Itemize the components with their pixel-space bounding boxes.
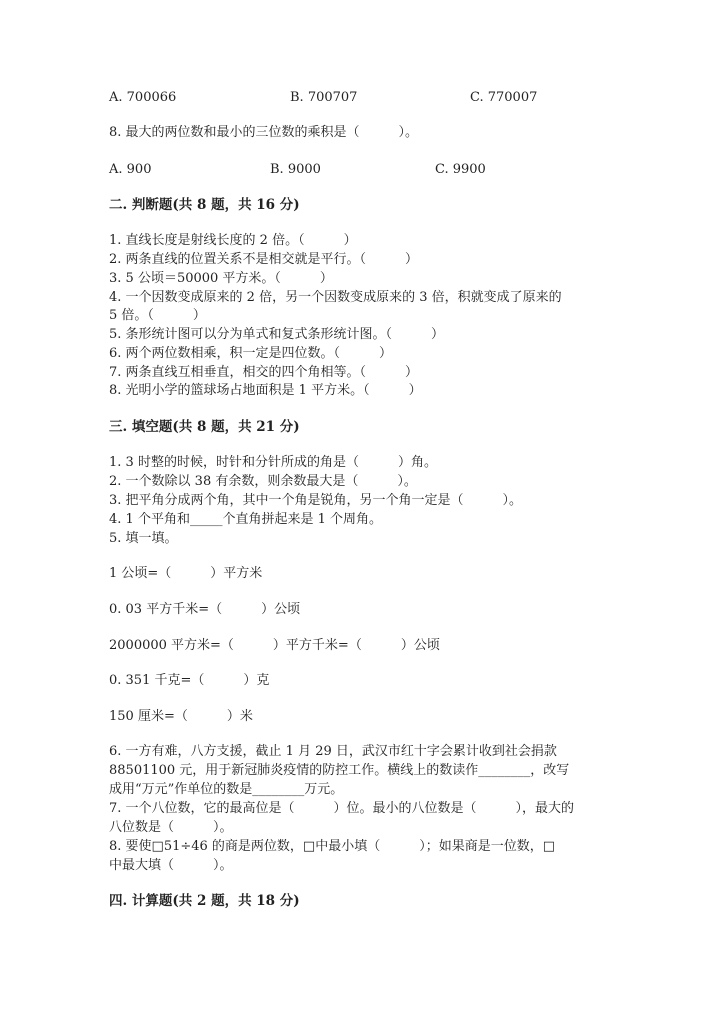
q8-option-a: A. 900: [109, 162, 152, 177]
section3-item: 八位数是（ ）。: [109, 820, 233, 835]
section2-item: 6. 两个两位数相乘，积一定是四位数。（ ）: [109, 346, 393, 361]
section3-item: 中最大填（ ）。: [109, 858, 233, 873]
section2-item: 8. 光明小学的篮球场占地面积是 1 平方米。（ ）: [109, 383, 422, 398]
section3-title: 三. 填空题(共 8 题，共 21 分): [109, 419, 300, 435]
section3-item: 4. 1 个平角和_____个直角拼起来是 1 个周角。: [109, 512, 382, 527]
section2-item: 1. 直线长度是射线长度的 2 倍。（ ）: [109, 233, 357, 248]
fill-row: 0. 03 平方千米=（ ）公顷: [109, 602, 301, 617]
section3-item: 8. 要使□51÷46 的商是两位数，□中最小填（ ）；如果商是一位数，□: [109, 839, 555, 854]
section3-item: 7. 一个八位数，它的最高位是（ ）位。最小的八位数是（ ），最大的: [109, 801, 575, 816]
section2-item: 2. 两条直线的位置关系不是相交就是平行。（ ）: [109, 252, 419, 267]
section3-item: 5. 填一填。: [109, 531, 178, 546]
section3-item: 88501100 元，用于新冠肺炎疫情的防控工作。横线上的数读作________，改写: [109, 763, 570, 778]
fill-row: 1 公顷=（ ）平方米: [109, 566, 263, 581]
q7-option-a: A. 700066: [109, 90, 177, 105]
section2-item: 3. 5 公顷＝50000 平方米。（ ）: [109, 271, 333, 286]
section3-item: 3. 把平角分成两个角，其中一个角是锐角，另一个角一定是（ ）。: [109, 493, 523, 508]
section3-item: 2. 一个数除以 38 有余数，则余数最大是（ ）。: [109, 474, 417, 489]
fill-row: 150 厘米=（ ）米: [109, 709, 253, 724]
section3-item: 6. 一方有难，八方支援，截止 1 月 29 日，武汉市红十字会累计收到社会捐款: [109, 744, 557, 759]
fill-row: 0. 351 千克=（ ）克: [109, 673, 270, 688]
q7-option-b: B. 700707: [290, 90, 358, 105]
q8-text: 8. 最大的两位数和最小的三位数的乘积是（ ）。: [109, 125, 419, 140]
section3-item: 成用“万元”作单位的数是________万元。: [109, 782, 344, 797]
section2-item: 7. 两条直线互相垂直，相交的四个角相等。（ ）: [109, 365, 419, 380]
section3-item: 1. 3 时整的时候，时针和分针所成的角是（ ）角。: [109, 455, 437, 470]
section4-title: 四. 计算题(共 2 题，共 18 分): [109, 893, 300, 909]
section2-item: 4. 一个因数变成原来的 2 倍，另一个因数变成原来的 3 倍，积就变成了原来的: [109, 290, 562, 305]
section2-item: 5. 条形统计图可以分为单式和复式条形统计图。（ ）: [109, 327, 445, 342]
section2-item: 5 倍。（ ）: [109, 308, 206, 323]
q7-option-c: C. 770007: [470, 90, 538, 105]
section2-title: 二. 判断题(共 8 题，共 16 分): [109, 197, 300, 213]
fill-row: 2000000 平方米=（ ）平方千米=（ ）公顷: [109, 638, 440, 653]
q8-option-b: B. 9000: [270, 162, 321, 177]
q8-option-c: C. 9900: [435, 162, 486, 177]
